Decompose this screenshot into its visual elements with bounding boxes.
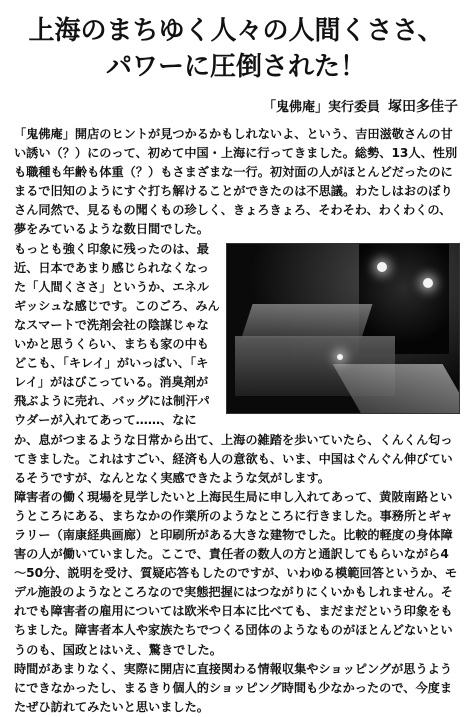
article-body [14,125,460,717]
paragraph-closing: 時間があまりなく、実際に開店に直接関わる情報収集やショッピングが思うようにできなかったし、まるきり個人的ショッピング時間も少なかったので、今度またぜひ訪れてみたいと思いました。 [14,661,453,714]
author-role: 「鬼佛庵」実行委員 [262,100,380,115]
article-headline [0,14,472,84]
photo-lamp [423,278,433,288]
photo-lamp [377,262,387,272]
headline-line-1: 上海のまちゆく人々の人間くささ、 [28,16,444,46]
headline-line-2: パワーに圧倒された！ [105,52,366,82]
photo-roof [241,304,372,338]
paragraph-impression [14,240,460,488]
author-name: 塚田多佳子 [388,99,458,115]
paragraph-visit: 障害者の働く現場を見学したいと上海民生局に申し入れてあって、黄陂南路というところにある、まちなかの作業所のようなところに行きました。事務所とギャラリー（南康経典画廊）と印刷所がある大きな建物でした。比較的軽度の身体障害の人が働いていました。ここで、責任者の数人の方と通訳してもらいながら4～50分、説明を受け、質疑応答もしたのですが、いわゆる模範回答というか、モデル施設のようなところなので実態把握にはつながりにくいかもしれません。それでも障害者の雇用については欧米や日本に比べても、まだまだという印象をもちました。障害者本人や家族たちでつくる団体のようなものがほとんどないというのも、国政とはいえ、驚きでした。 [14,489,458,657]
paragraph-intro: 「鬼佛庵」開店のヒントが見つかるかもしれないよ、という、吉田滋敬さんの甘い誘い（？）にのって、初めて中国・上海に行ってきました。総勢、13人、性別も職種も年齢も体重（？）もさまざまな一行。初対面の人がほとんどだったのにまるで旧知のようにすぐ打ち解けることができたのは不思議。わたしはおのぼりさん同然で、見るもの聞くもの珍しく、きょろきょろ、そわそわ、わくわくの、夢をみているような数日間でした。 [14,127,458,237]
photo-lamp [337,354,343,360]
article-photo [226,243,460,414]
photo-path [333,364,460,414]
byline [263,96,458,116]
paragraph-impression-text: もっとも強く印象に残ったのは、最近、日本であまり感じられなくなった「人間くささ」というか、エネルギッシュな感じです。このごろ、みんなスマートで洗剤会社の陰謀じゃないかと思うくらい、まちも家の中もどこも、「キレイ」がいっぱい、「キレイ」がはびこっている。消臭剤が飛ぶように売れ、バッグには制汗パウダーが入れてあって……、なにか、息がつまるような日常から出て、上海の雑踏を歩いていたら、くんくん匂ってきました。これはすごい、経済も人の意欲も、いま、中国はぐんぐん伸びているそうですが、なんとなく実感できたような気がします。 [14,241,453,485]
